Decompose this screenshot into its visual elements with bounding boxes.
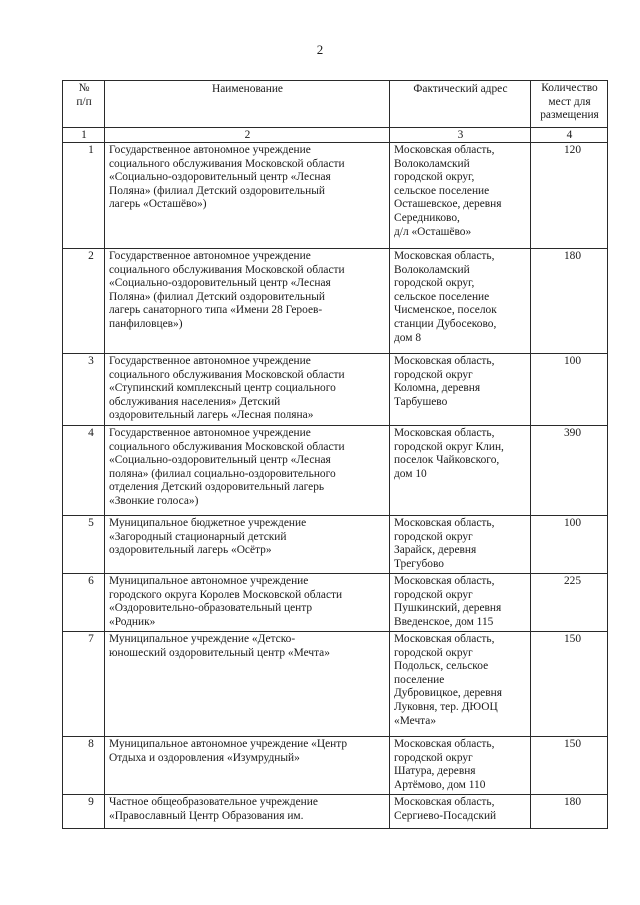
row-address-cell: Московская область, городской округ Зарайск, деревня Трегубово [390, 516, 531, 574]
header-num: № п/п [63, 81, 105, 128]
row-capacity-cell: 180 [531, 795, 608, 829]
row-number-cell: 4 [63, 426, 105, 516]
row-name-cell: Муниципальное учреждение «Детско- юношеский оздоровительный центр «Мечта» [105, 632, 390, 737]
row-capacity-cell: 120 [531, 143, 608, 249]
column-index: 3 [390, 128, 531, 143]
row-number-cell: 8 [63, 737, 105, 795]
table-row [63, 737, 608, 795]
table-row [63, 574, 608, 632]
column-index-row [63, 128, 608, 143]
row-capacity-cell: 100 [531, 516, 608, 574]
row-number-cell: 1 [63, 143, 105, 249]
row-address-cell: Московская область, Волоколамский городской округ, сельское поселение Чисменское, поселок станции Дубосеково, дом 8 [390, 249, 531, 354]
row-address-cell: Московская область, городской округ Подольск, сельское поселение Дубровицкое, деревня Луковня, тер. ДЮОЦ «Мечта» [390, 632, 531, 737]
row-address-cell: Московская область, городской округ Коломна, деревня Тарбушево [390, 354, 531, 426]
row-address-cell: Московская область, Сергиево-Посадский [390, 795, 531, 829]
row-name-cell: Государственное автономное учреждение социального обслуживания Московской области «Социально-оздоровительный центр «Лесная Поляна» (филиал Детский оздоровительный лагерь «Осташёво») [105, 143, 390, 249]
row-address-cell: Московская область, Волоколамский городской округ, сельское поселение Осташевское, деревня Середниково, д/л «Осташёво» [390, 143, 531, 249]
table-row [63, 426, 608, 516]
row-number-cell: 5 [63, 516, 105, 574]
row-name-cell: Муниципальное автономное учреждение городского округа Королев Московской области «Оздоровительно-образовательный центр «Родник» [105, 574, 390, 632]
table-row [63, 143, 608, 249]
row-capacity-cell: 225 [531, 574, 608, 632]
row-number-cell: 6 [63, 574, 105, 632]
facilities-table [62, 80, 608, 829]
table-row [63, 249, 608, 354]
row-number-cell: 9 [63, 795, 105, 829]
header-name: Наименование [105, 81, 390, 128]
table-row [63, 354, 608, 426]
header-address: Фактический адрес [390, 81, 531, 128]
row-name-cell: Государственное автономное учреждение социального обслуживания Московской области «Социально-оздоровительный центр «Лесная Поляна» (филиал Детский оздоровительный лагерь санаторного типа «Имени 28 Героев- панфиловцев») [105, 249, 390, 354]
row-name-cell: Государственное автономное учреждение социального обслуживания Московской области «Ступинский комплексный центр социального обслуживания населения» Детский оздоровительный лагерь «Лесная поляна» [105, 354, 390, 426]
row-number-cell: 3 [63, 354, 105, 426]
row-name-cell: Государственное автономное учреждение социального обслуживания Московской области «Социально-оздоровительный центр «Лесная поляна» (филиал социально-оздоровительного отделения Детский оздоровительный лагерь «Звонкие голоса») [105, 426, 390, 516]
column-index: 4 [531, 128, 608, 143]
table-row [63, 516, 608, 574]
row-address-cell: Московская область, городской округ Клин, поселок Чайковского, дом 10 [390, 426, 531, 516]
column-index: 2 [105, 128, 390, 143]
table-row [63, 795, 608, 829]
table-header-row [63, 81, 608, 128]
column-index: 1 [63, 128, 105, 143]
header-capacity: Количество мест для размещения [531, 81, 608, 128]
row-address-cell: Московская область, городской округ Шатура, деревня Артёмово, дом 110 [390, 737, 531, 795]
row-name-cell: Муниципальное автономное учреждение «Центр Отдыха и оздоровления «Изумрудный» [105, 737, 390, 795]
row-capacity-cell: 150 [531, 632, 608, 737]
row-capacity-cell: 390 [531, 426, 608, 516]
row-number-cell: 2 [63, 249, 105, 354]
row-address-cell: Московская область, городской округ Пушкинский, деревня Введенское, дом 115 [390, 574, 531, 632]
row-capacity-cell: 150 [531, 737, 608, 795]
row-capacity-cell: 180 [531, 249, 608, 354]
page-number: 2 [316, 42, 324, 57]
row-capacity-cell: 100 [531, 354, 608, 426]
row-number-cell: 7 [63, 632, 105, 737]
row-name-cell: Частное общеобразовательное учреждение «Православный Центр Образования им. [105, 795, 390, 829]
row-name-cell: Муниципальное бюджетное учреждение «Загородный стационарный детский оздоровительный лагерь «Осётр» [105, 516, 390, 574]
table-row [63, 632, 608, 737]
